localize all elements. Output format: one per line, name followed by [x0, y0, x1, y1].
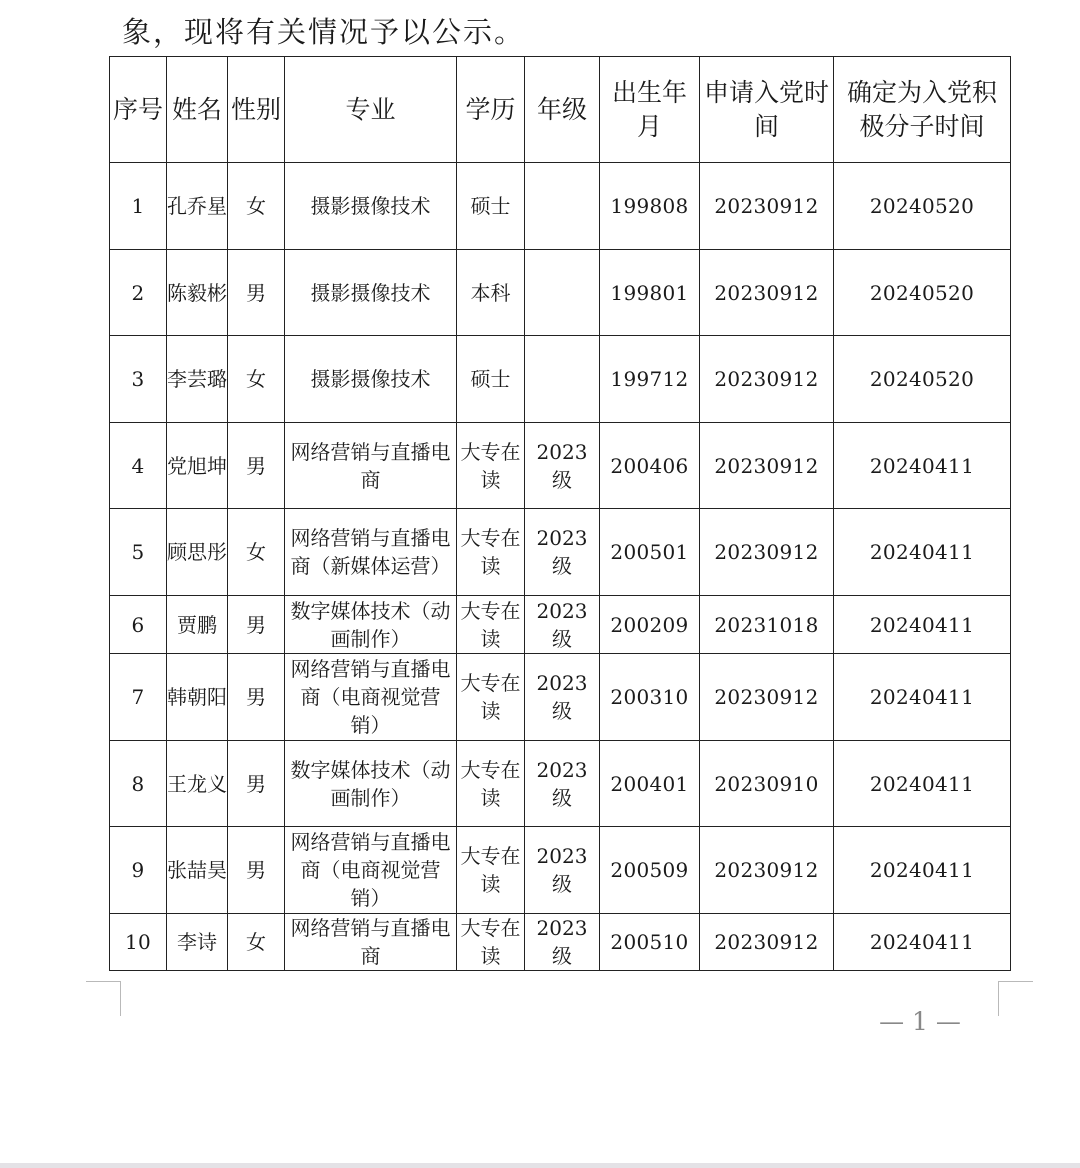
table-row	[110, 596, 1011, 654]
table-row	[110, 163, 1011, 250]
row-number-cell: 5	[110, 509, 167, 596]
row-number-cell: 2	[110, 250, 167, 336]
grade-cell: 2023级	[525, 914, 600, 971]
table-row	[110, 509, 1011, 596]
header-cell: 确定为入党积极分子时间	[834, 57, 1011, 163]
grade-cell	[525, 163, 600, 250]
major-cell: 摄影摄像技术	[285, 336, 457, 423]
student-name-cell: 张喆昊	[167, 827, 228, 914]
table-row	[110, 741, 1011, 827]
student-name-cell: 党旭坤	[167, 423, 228, 509]
birth-date-cell: 199808	[600, 163, 700, 250]
gender-cell: 男	[228, 654, 285, 741]
header-cell: 出生年月	[600, 57, 700, 163]
header-cell: 序号	[110, 57, 167, 163]
intro-paragraph: 象，现将有关情况予以公示。	[122, 15, 526, 49]
grade-cell	[525, 336, 600, 423]
gender-cell: 男	[228, 827, 285, 914]
education-cell: 大专在读	[457, 827, 525, 914]
row-number-cell: 4	[110, 423, 167, 509]
row-number-cell: 6	[110, 596, 167, 654]
confirmed-date-cell: 20240411	[834, 654, 1011, 741]
student-name-cell: 李芸璐	[167, 336, 228, 423]
header-cell: 姓名	[167, 57, 228, 163]
major-cell: 摄影摄像技术	[285, 250, 457, 336]
education-cell: 大专在读	[457, 654, 525, 741]
page-number: — 1 —	[879, 1007, 961, 1036]
confirmed-date-cell: 20240411	[834, 509, 1011, 596]
confirmed-date-cell: 20240411	[834, 741, 1011, 827]
header-row	[110, 57, 1011, 163]
row-number-cell: 9	[110, 827, 167, 914]
gender-cell: 男	[228, 423, 285, 509]
education-cell: 硕士	[457, 163, 525, 250]
application-date-cell: 20230912	[700, 827, 834, 914]
table-row	[110, 250, 1011, 336]
confirmed-date-cell: 20240411	[834, 596, 1011, 654]
page-corner-mark-left	[86, 981, 121, 1016]
grade-cell: 2023级	[525, 509, 600, 596]
major-cell: 网络营销与直播电商	[285, 423, 457, 509]
application-date-cell: 20230912	[700, 336, 834, 423]
gender-cell: 男	[228, 250, 285, 336]
page-corner-mark-right	[998, 981, 1033, 1016]
table-row	[110, 336, 1011, 423]
education-cell: 本科	[457, 250, 525, 336]
student-name-cell: 孔乔星	[167, 163, 228, 250]
grade-cell: 2023级	[525, 596, 600, 654]
application-date-cell: 20230912	[700, 509, 834, 596]
birth-date-cell: 200401	[600, 741, 700, 827]
education-cell: 大专在读	[457, 914, 525, 971]
header-cell: 年级	[525, 57, 600, 163]
gender-cell: 女	[228, 509, 285, 596]
grade-cell: 2023级	[525, 654, 600, 741]
confirmed-date-cell: 20240520	[834, 250, 1011, 336]
major-cell: 网络营销与直播电商（新媒体运营）	[285, 509, 457, 596]
major-cell: 网络营销与直播电商（电商视觉营销）	[285, 827, 457, 914]
table-row	[110, 914, 1011, 971]
birth-date-cell: 199801	[600, 250, 700, 336]
confirmed-date-cell: 20240520	[834, 336, 1011, 423]
table-row	[110, 654, 1011, 741]
education-cell: 硕士	[457, 336, 525, 423]
student-name-cell: 韩朝阳	[167, 654, 228, 741]
confirmed-date-cell: 20240520	[834, 163, 1011, 250]
confirmed-date-cell: 20240411	[834, 914, 1011, 971]
table-row	[110, 423, 1011, 509]
header-cell: 学历	[457, 57, 525, 163]
confirmed-date-cell: 20240411	[834, 827, 1011, 914]
application-date-cell: 20231018	[700, 596, 834, 654]
gender-cell: 男	[228, 596, 285, 654]
student-name-cell: 贾鹏	[167, 596, 228, 654]
grade-cell	[525, 250, 600, 336]
row-number-cell: 3	[110, 336, 167, 423]
education-cell: 大专在读	[457, 596, 525, 654]
birth-date-cell: 200406	[600, 423, 700, 509]
student-name-cell: 顾思彤	[167, 509, 228, 596]
major-cell: 网络营销与直播电商（电商视觉营销）	[285, 654, 457, 741]
application-date-cell: 20230912	[700, 163, 834, 250]
student-name-cell: 王龙义	[167, 741, 228, 827]
gender-cell: 女	[228, 336, 285, 423]
row-number-cell: 1	[110, 163, 167, 250]
education-cell: 大专在读	[457, 509, 525, 596]
window-bottom-edge	[0, 1163, 1080, 1168]
gender-cell: 女	[228, 163, 285, 250]
row-number-cell: 8	[110, 741, 167, 827]
grade-cell: 2023级	[525, 827, 600, 914]
birth-date-cell: 199712	[600, 336, 700, 423]
major-cell: 网络营销与直播电商	[285, 914, 457, 971]
education-cell: 大专在读	[457, 423, 525, 509]
student-name-cell: 李诗	[167, 914, 228, 971]
gender-cell: 女	[228, 914, 285, 971]
table-row	[110, 827, 1011, 914]
birth-date-cell: 200501	[600, 509, 700, 596]
header-cell: 申请入党时间	[700, 57, 834, 163]
student-name-cell: 陈毅彬	[167, 250, 228, 336]
activist-roster-table	[109, 56, 1011, 971]
major-cell: 数字媒体技术（动画制作）	[285, 596, 457, 654]
row-number-cell: 10	[110, 914, 167, 971]
birth-date-cell: 200510	[600, 914, 700, 971]
grade-cell: 2023级	[525, 423, 600, 509]
application-date-cell: 20230910	[700, 741, 834, 827]
header-cell: 专业	[285, 57, 457, 163]
major-cell: 数字媒体技术（动画制作）	[285, 741, 457, 827]
confirmed-date-cell: 20240411	[834, 423, 1011, 509]
gender-cell: 男	[228, 741, 285, 827]
major-cell: 摄影摄像技术	[285, 163, 457, 250]
grade-cell: 2023级	[525, 741, 600, 827]
birth-date-cell: 200310	[600, 654, 700, 741]
application-date-cell: 20230912	[700, 250, 834, 336]
birth-date-cell: 200509	[600, 827, 700, 914]
application-date-cell: 20230912	[700, 914, 834, 971]
row-number-cell: 7	[110, 654, 167, 741]
header-cell: 性别	[228, 57, 285, 163]
application-date-cell: 20230912	[700, 654, 834, 741]
application-date-cell: 20230912	[700, 423, 834, 509]
education-cell: 大专在读	[457, 741, 525, 827]
birth-date-cell: 200209	[600, 596, 700, 654]
